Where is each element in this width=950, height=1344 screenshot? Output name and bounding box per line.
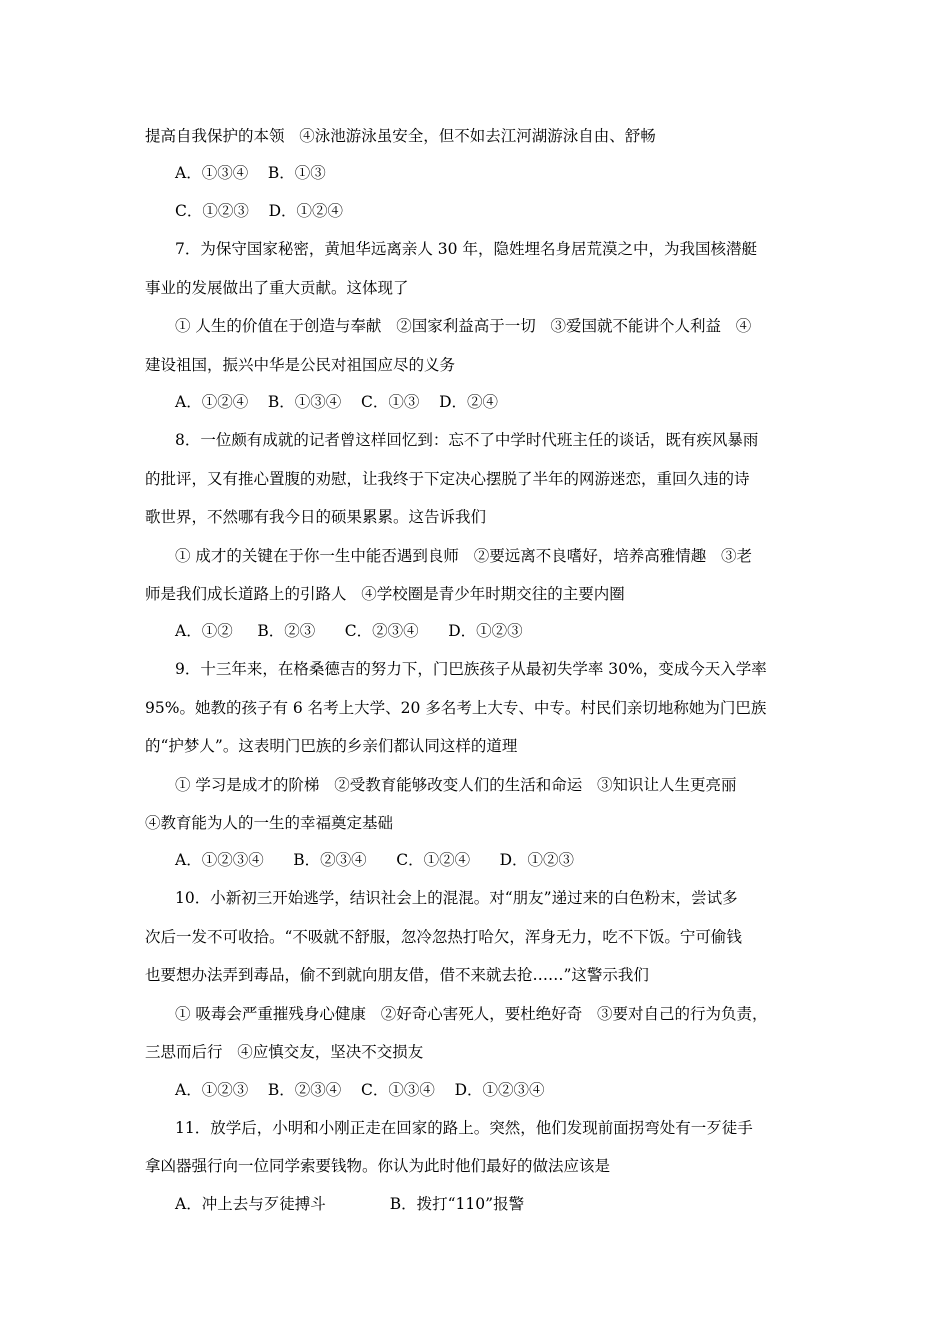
text-line: ① 成才的关键在于你一生中能否遇到良师 ②要远离不良嗜好，培养高雅情趣 ③老 (175, 547, 752, 565)
text-line: 拿凶器强行向一位同学索要钱物。你认为此时他们最好的做法应该是 (145, 1157, 611, 1175)
text-line: 师是我们成长道路上的引路人 ④学校圈是青少年时期交往的主要内圈 (145, 585, 625, 603)
text-line: 三思而后行 ④应慎交友，坚决不交损友 (145, 1043, 424, 1061)
text-line: 10．小新初三开始逃学，结识社会上的混混。对“朋友”递过来的白色粉末，尝试多 (175, 889, 738, 907)
text-line: 事业的发展做出了重大贡献。这体现了 (145, 279, 409, 297)
text-line: 的“护梦人”。这表明门巴族的乡亲们都认同这样的道理 (145, 737, 518, 755)
text-line: 也要想办法弄到毒品，偷不到就向朋友借，借不来就去抢……”这警示我们 (145, 966, 649, 984)
text-line: 9．十三年来，在格桑德吉的努力下，门巴族孩子从最初失学率 30%，变成今天入学率 (175, 660, 767, 678)
text-line: 的批评，又有推心置腹的劝慰，让我终于下定决心摆脱了半年的网游迷恋，重回久违的诗 (145, 470, 750, 488)
text-line: 7．为保守国家秘密，黄旭华远离亲人 30 年，隐姓埋名身居荒漠之中，为我国核潜艇 (175, 240, 757, 258)
text-line: 歌世界，不然哪有我今日的硕果累累。这告诉我们 (145, 508, 487, 526)
text-line: ① 人生的价值在于创造与奉献 ②国家利益高于一切 ③爱国就不能讲个人利益 ④ (175, 317, 752, 335)
text-line: A．①③④ B．①③ (175, 164, 326, 182)
text-line: A．冲上去与歹徒搏斗 B．拨打“110”报警 (175, 1195, 525, 1213)
text-line: ① 学习是成才的阶梯 ②受教育能够改变人们的生活和命运 ③知识让人生更亮丽 (175, 776, 737, 794)
text-line: 8．一位颇有成就的记者曾这样回忆到：忘不了中学时代班主任的谈话，既有疾风暴雨 (175, 431, 759, 449)
text-line: ④教育能为人的一生的幸福奠定基础 (145, 814, 394, 832)
text-line: 95%。她教的孩子有 6 名考上大学、20 多名考上大专、中专。村民们亲切地称她为门巴族 (145, 699, 767, 717)
text-line: A．①②③④ B．②③④ C．①②④ D．①②③ (175, 851, 575, 869)
text-line: 11．放学后，小明和小刚正走在回家的路上。突然，他们发现前面拐弯处有一歹徒手 (175, 1119, 753, 1137)
text-line: A．①②④ B．①③④ C．①③ D．②④ (175, 393, 498, 411)
text-line: A．①② B．②③ C．②③④ D．①②③ (175, 622, 523, 640)
text-line: 建设祖国，振兴中华是公民对祖国应尽的义务 (145, 356, 456, 374)
text-line: C．①②③ D．①②④ (175, 202, 343, 220)
text-line: 次后一发不可收拾。“不吸就不舒服，忽冷忽热打哈欠，浑身无力，吃不下饭。宁可偷钱 (145, 928, 742, 946)
text-line: 提高自我保护的本领 ④泳池游泳虽安全，但不如去江河湖游泳自由、舒畅 (145, 127, 656, 145)
text-line: A．①②③ B．②③④ C．①③④ D．①②③④ (175, 1081, 545, 1099)
text-line: ① 吸毒会严重摧残身心健康 ②好奇心害死人，要杜绝好奇 ③要对自己的行为负责， (175, 1005, 768, 1023)
